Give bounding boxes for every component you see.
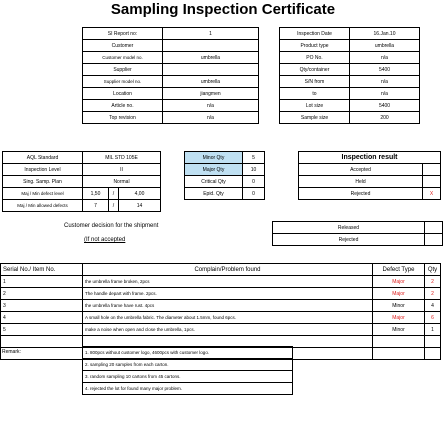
aql-defect-slash: /: [109, 188, 119, 200]
aql-plan-value: Normal: [83, 176, 161, 188]
result-rejected: Rejected: [299, 188, 423, 200]
defect-serial: 5: [1, 324, 83, 336]
defect-qty: 4: [425, 300, 441, 312]
defect-qty: 6: [425, 312, 441, 324]
defect-description: the umbrella frame have rust. 4pcs: [83, 300, 373, 312]
qty-label: Critical Qty: [185, 176, 243, 188]
qty-value: 0: [243, 188, 265, 200]
header-left-value: [163, 40, 259, 52]
defect-type: Minor: [373, 300, 425, 312]
header-left-value: umbrella: [163, 76, 259, 88]
defects-header-qty: Qty: [425, 264, 441, 276]
aql-level-label: Inspection Level: [3, 164, 83, 176]
defect-qty: 2: [425, 288, 441, 300]
customer-decision-label: Customer decision for the shipment: [64, 223, 159, 229]
header-right-value: n/a: [350, 52, 420, 64]
result-accepted: Accepted: [299, 164, 423, 176]
result-accepted-mark: [423, 164, 441, 176]
header-left-table: [82, 27, 259, 124]
qty-table: [184, 151, 265, 200]
defects-header-type: Defect Type: [373, 264, 425, 276]
aql-table: [2, 151, 161, 212]
remark-label: Remark:: [2, 349, 21, 355]
header-right-value: n/a: [350, 88, 420, 100]
header-left-label: Customer: [83, 40, 163, 52]
decision-rejected: Rejected: [273, 234, 425, 246]
decision-released-mark: [425, 222, 443, 234]
qty-value: 5: [243, 152, 265, 164]
qty-value: 10: [243, 164, 265, 176]
aql-defect-major: 1,50: [83, 188, 109, 200]
aql-allowed-slash: /: [109, 200, 119, 212]
header-right-label: Inspection Date: [280, 28, 350, 40]
header-right-label: S/N from: [280, 76, 350, 88]
header-right-label: Product type: [280, 40, 350, 52]
defect-serial: 1: [1, 276, 83, 288]
header-right-value: 5400: [350, 100, 420, 112]
defect-qty: 2: [425, 276, 441, 288]
defects-header-serial: Serial No./ Item No.: [1, 264, 83, 276]
defect-serial: 4: [1, 312, 83, 324]
defect-type: Major: [373, 288, 425, 300]
page-title: Sampling Inspection Certificate: [110, 1, 336, 18]
customer-decision-table: [272, 221, 443, 246]
defect-serial: 3: [1, 300, 83, 312]
header-left-label: Location: [83, 88, 163, 100]
defect-type: Major: [373, 312, 425, 324]
header-right-value: 16.Jan.10: [350, 28, 420, 40]
result-heading: Inspection result: [299, 152, 441, 164]
aql-defect-label: Maj / Min defect level: [3, 188, 83, 200]
header-right-table: [279, 27, 420, 124]
defect-type: Major: [373, 276, 425, 288]
header-right-label: PO No.: [280, 52, 350, 64]
qty-label: Epid. Qty: [185, 188, 243, 200]
result-rejected-mark: X: [423, 188, 441, 200]
defect-description: The handle depart with frame. 2pcs.: [83, 288, 373, 300]
inspection-result-table: [298, 151, 441, 200]
customer-decision-note: (If not accepted: [84, 237, 126, 243]
qty-value: 0: [243, 176, 265, 188]
aql-defect-minor: 4,00: [119, 188, 161, 200]
defect-description: the umbrella frame broken, 2pcs: [83, 276, 373, 288]
remark-line: 1. 800pcs without customer logo, 4600pcs with customer logo.: [83, 347, 293, 359]
decision-released: Released: [273, 222, 425, 234]
header-left-value: n/a: [163, 100, 259, 112]
header-right-label: to: [280, 88, 350, 100]
header-left-label: Supplier model no.: [83, 76, 163, 88]
remark-line: 2. sampling 20 samples from each carton.: [83, 359, 293, 371]
aql-level-value: II: [83, 164, 161, 176]
result-held: Held: [299, 176, 423, 188]
defect-description: A small hole on the umbrella fabric. The diameter about 1.5mm, found 6pcs.: [83, 312, 373, 324]
header-right-label: Sample size: [280, 112, 350, 124]
header-right-label: Qty/container: [280, 64, 350, 76]
header-right-value: umbrella: [350, 40, 420, 52]
aql-plan-label: Sing. Samp. Plan: [3, 176, 83, 188]
remark-table: [82, 346, 293, 395]
aql-allowed-label: Maj / Min allowed defects: [3, 200, 83, 212]
defect-type: Minor: [373, 324, 425, 336]
header-right-value: 200: [350, 112, 420, 124]
header-left-label: Top revision: [83, 112, 163, 124]
aql-standard-label: AQL Standard: [3, 152, 83, 164]
header-left-label: Article no.: [83, 100, 163, 112]
header-right-value: 5400: [350, 64, 420, 76]
aql-allowed-major: 7: [83, 200, 109, 212]
remark-line: 3. random sampling 10 cartons from 45 cartons.: [83, 371, 293, 383]
header-left-label: SI Report no:: [83, 28, 163, 40]
header-left-value: [163, 64, 259, 76]
header-left-value: jiangmen: [163, 88, 259, 100]
result-held-mark: [423, 176, 441, 188]
defect-serial: 2: [1, 288, 83, 300]
remark-line: 4. rejected the lot for found many major problem.: [83, 383, 293, 395]
aql-standard-value: MIL STD 105E: [83, 152, 161, 164]
header-left-label: Customer model no.: [83, 52, 163, 64]
defect-qty: 1: [425, 324, 441, 336]
header-left-value: n/a: [163, 112, 259, 124]
decision-rejected-mark: [425, 234, 443, 246]
aql-allowed-minor: 14: [119, 200, 161, 212]
header-left-label: Supplier: [83, 64, 163, 76]
defects-header-problem: Complain/Problem found: [83, 264, 373, 276]
header-right-value: n/a: [350, 76, 420, 88]
header-right-label: Lot size: [280, 100, 350, 112]
qty-label: Minor Qty: [185, 152, 243, 164]
defect-description: make a noise when open and close the umbrella, 1pcs.: [83, 324, 373, 336]
header-left-value: umbrella: [163, 52, 259, 64]
qty-label: Major Qty: [185, 164, 243, 176]
header-left-value: 1: [163, 28, 259, 40]
